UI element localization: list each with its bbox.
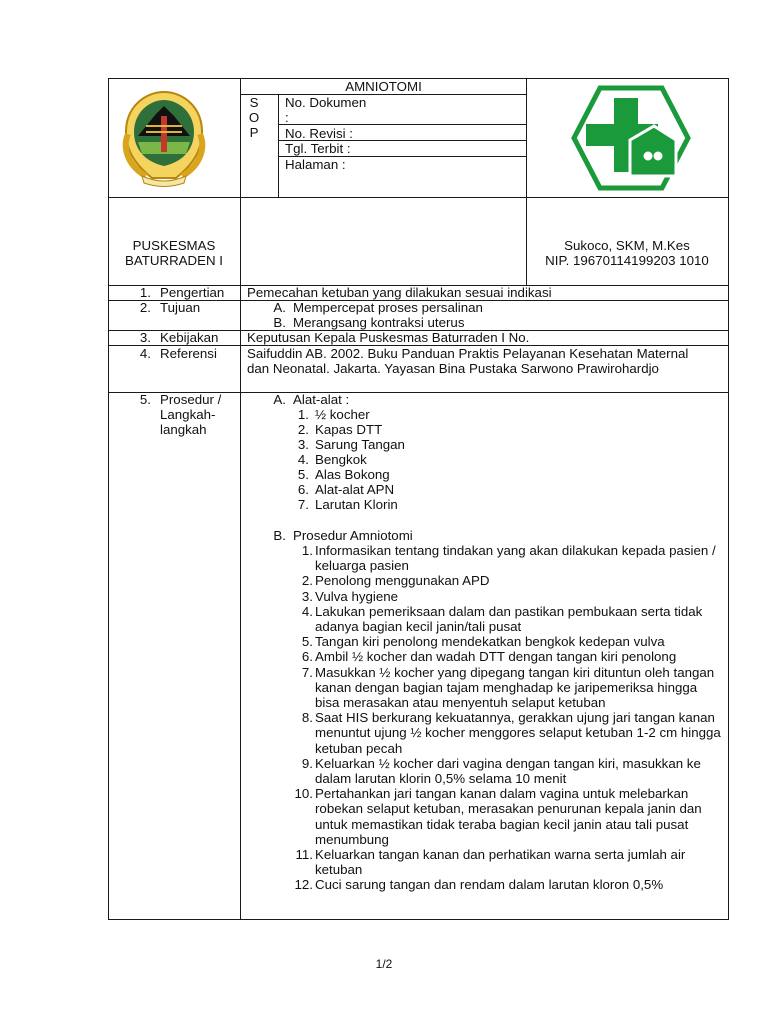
section-4-content: Saifuddin AB. 2002. Buku Panduan Praktis Pelayanan Kesehatan Maternal dan Neonatal. Jakarta. Yayasan Bina Pustaka Sarwono Prawirohardjo [247,346,689,376]
section-2-number: 2. [139,300,151,315]
signatory-nip: NIP. 19670114199203 1010 [545,253,709,268]
tool-item-number: 4. [297,452,309,467]
procedure-step-number: 12. [294,877,313,893]
tool-item-number: 1. [297,407,309,422]
procedure-step-number: 3. [301,588,313,604]
tools-list [291,407,711,512]
tool-item [291,407,711,422]
procedure-step [301,588,725,604]
procedure-step [294,786,725,847]
procedure-step-number: 4. [301,603,313,619]
field-no-revisi: No. Revisi : [285,126,353,141]
banyumas-crest-logo [116,86,212,190]
procedure-step-number: 8. [301,710,313,726]
column-divider-label [240,78,241,920]
procedure-step [295,847,725,878]
procedure-step [301,543,725,574]
procedure-steps [294,543,725,893]
section-3-label: Kebijakan [160,330,219,345]
section-1-label: Pengertian [160,285,225,300]
procedure-step-text: Penolong menggunakan APD [315,573,490,589]
procedure-step-number: 9. [301,755,313,771]
table-border-left [108,78,109,920]
tool-item-number: 5. [297,467,309,482]
signatory-name: Sukoco, SKM, M.Kes [564,238,690,253]
section-2-item-a-text: Mempercepat proses persalinan [293,300,483,315]
procedure-step-text: Pertahankan jari tangan kanan dalam vagina untuk melebarkan robekan selaput ketuban, merasakan penurunan kepala janin dan untuk memastikan tidak teraba bagian kecil janin atau tali pusat menumbung [315,786,702,847]
section-2-item-b-marker: B. [273,315,286,330]
procedure-step-number: 11. [295,847,313,863]
section-2-item-a-marker: A. [273,300,286,315]
sop-letter-o: O [248,110,260,125]
table-border-bottom [108,919,729,920]
field-no-dokumen: No. Dokumen [285,95,367,110]
procedure-step [294,877,725,893]
section-2-item-b-text: Merangsang kontraksi uterus [293,315,465,330]
procedure-marker: B. [273,528,286,543]
tools-marker: A. [273,392,286,407]
section-2-label: Tujuan [160,300,201,315]
institution-name-line1: PUSKESMAS [132,238,216,253]
procedure-step-number: 10. [294,786,313,802]
field-no-dokumen-colon: : [285,110,289,125]
procedure-step [301,649,725,665]
section-5-label-line2: Langkah- [160,407,216,422]
sop-column-divider [278,95,279,197]
sop-letter-p: P [249,125,259,140]
procedure-step [301,634,725,650]
procedure-step-text: Informasikan tentang tindakan yang akan dilakukan kepada pasien / keluarga pasien [315,543,716,574]
header-row-divider [108,197,729,198]
procedure-step-text: Keluarkan tangan kanan dan perhatikan warna serta jumlah air ketuban [315,847,686,878]
tool-item [291,437,711,452]
section-3-number: 3. [139,330,151,345]
tool-item-number: 6. [297,482,309,497]
tools-heading: Alat-alat : [293,392,350,407]
procedure-step-text: Lakukan pemeriksaan dalam dan pastikan pembukaan serta tidak adanya bagian kecil janin/tali pusat [315,603,703,635]
procedure-step [301,710,725,756]
procedure-step [301,755,725,787]
tool-item-text: ½ kocher [315,407,370,422]
page-number: 1/2 [375,957,393,971]
tool-item-text: Alas Bokong [315,467,390,482]
procedure-step-number: 1. [301,543,313,558]
procedure-step-text: Keluarkan ½ kocher dari vagina dengan tangan kiri, masukkan ke dalam larutan klorin 0,5% selama 10 menit [315,755,701,787]
procedure-heading: Prosedur Amniotomi [293,528,413,543]
procedure-step-text: Masukkan ½ kocher yang dipegang tangan kiri dituntun oleh tangan kanan dengan bagian tajam menghadap ke jaripemeriksa hingga bisa merasakan atau menyentuh selaput ketuban [315,664,715,711]
procedure-step [301,573,725,589]
tool-item-text: Alat-alat APN [315,482,395,497]
section-5-label-line3: langkah [160,422,207,437]
tool-item-text: Larutan Klorin [315,497,398,512]
procedure-step-number: 5. [301,634,313,650]
tool-item-number: 3. [297,437,309,452]
table-border-right [728,78,729,920]
section-5-number: 5. [139,392,151,407]
procedure-step-text: Cuci sarung tangan dan rendam dalam larutan kloron 0,5% [315,877,664,893]
tool-item [291,482,711,497]
procedure-step-number: 2. [301,573,313,589]
procedure-step [301,603,725,635]
field-halaman: Halaman : [285,157,346,172]
institution-name-line2: BATURRADEN I [124,253,223,268]
field-tgl-terbit: Tgl. Terbit : [285,141,351,156]
procedure-step-text: Vulva hygiene [315,588,399,604]
tool-item-text: Kapas DTT [315,422,383,437]
section-1-content: Pemecahan ketuban yang dilakukan sesuai indikasi [247,285,552,300]
tool-item-text: Sarung Tangan [315,437,405,452]
tool-item [291,422,711,437]
field-divider-1 [278,124,527,125]
tool-item [291,467,711,482]
puskesmas-cross-logo [570,84,692,192]
section-4-number: 4. [139,346,151,361]
title-underline [240,94,527,95]
procedure-step-number: 7. [301,664,313,680]
tool-item [291,452,711,467]
sop-letter-s: S [249,95,259,110]
procedure-step-text: Ambil ½ kocher dan wadah DTT dengan tangan kiri penolong [315,649,677,665]
tool-item-number: 7. [297,497,309,512]
section-5-label-line1: Prosedur / [160,392,222,407]
section-3-content: Keputusan Kepala Puskesmas Baturraden I No. [247,330,530,345]
section-4-label: Referensi [160,346,217,361]
tool-item-text: Bengkok [315,452,367,467]
procedure-step-number: 6. [301,649,313,665]
document-title: AMNIOTOMI [345,79,422,94]
tool-item [291,497,711,512]
section-1-number: 1. [139,285,151,300]
procedure-step-text: Saat HIS berkurang kekuatannya, gerakkan ujung jari tangan kanan menuntut ujung ½ kocher menggores selaput ketuban 1-2 cm hingga ketuban pecah [315,710,721,756]
procedure-step-text: Tangan kiri penolong mendekatkan bengkok kedepan vulva [315,634,665,650]
procedure-step [301,664,725,711]
tool-item-number: 2. [297,422,309,437]
